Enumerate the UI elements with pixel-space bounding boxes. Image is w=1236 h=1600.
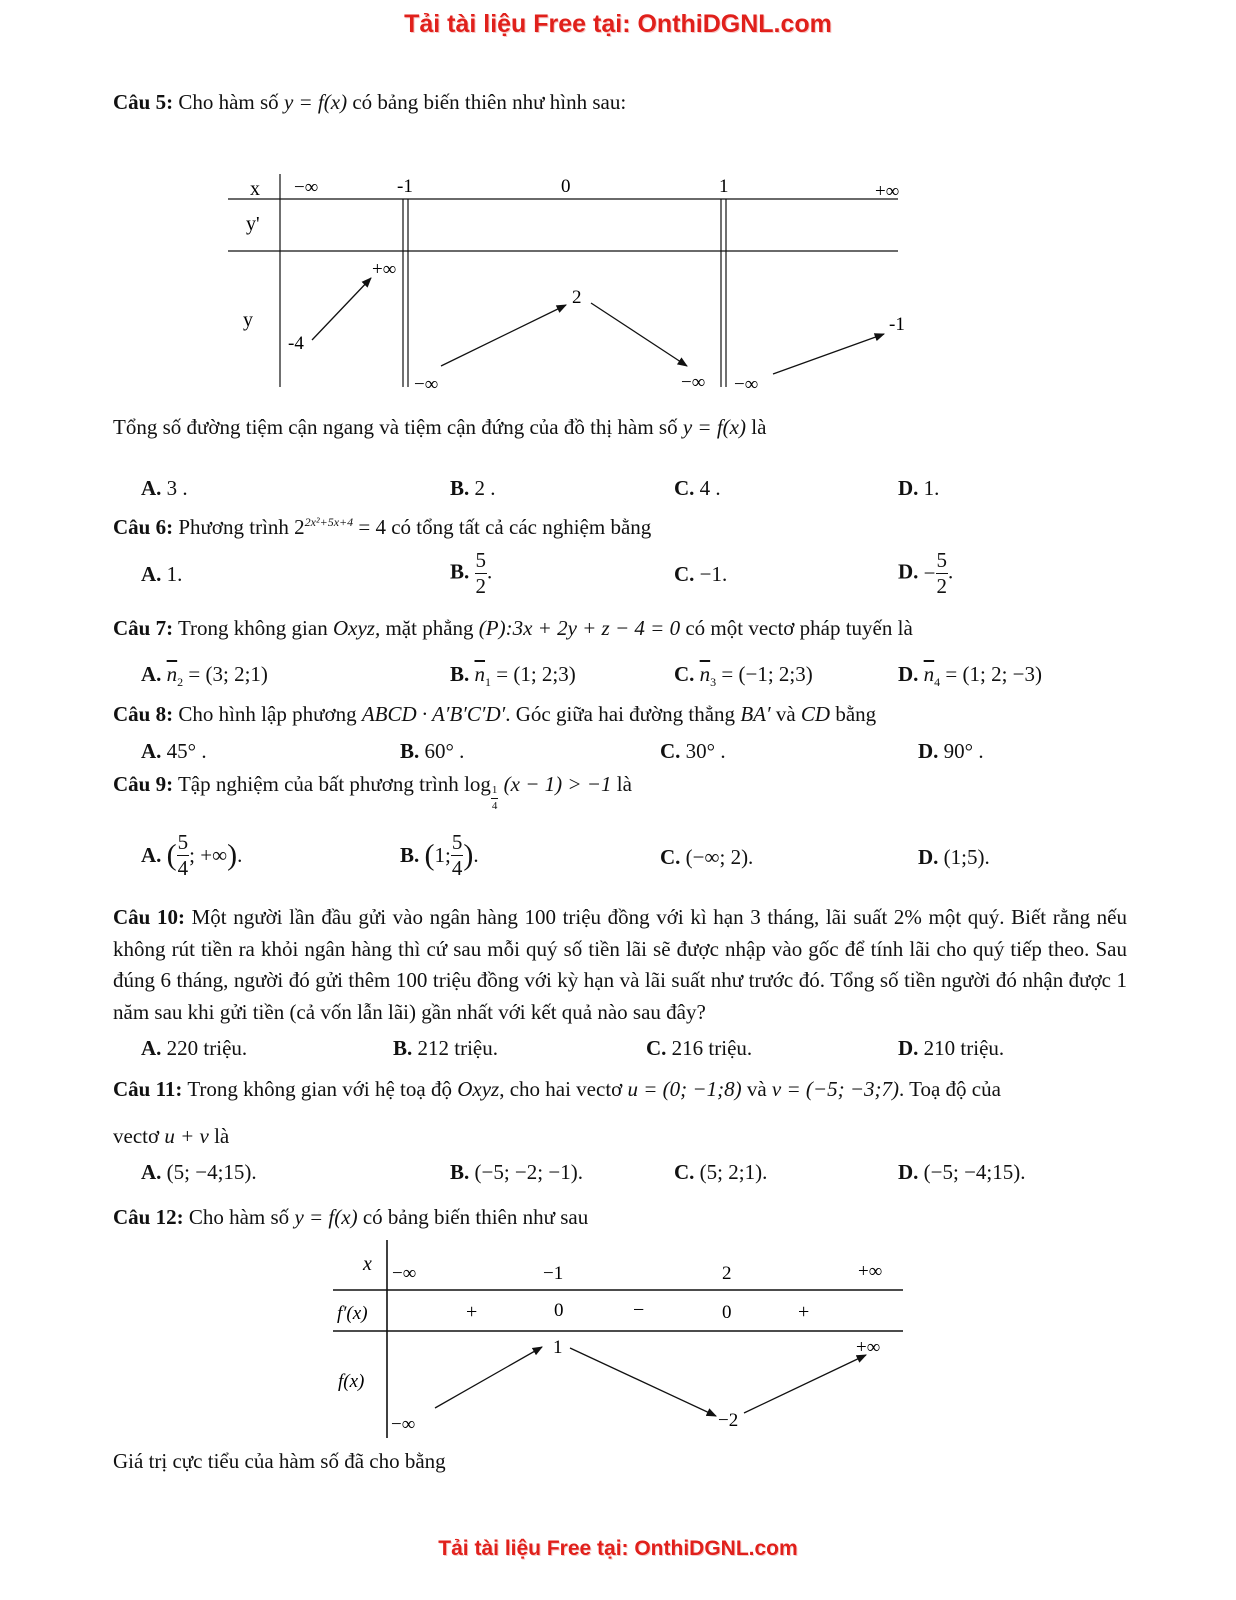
q12-x-1: −1: [543, 1263, 564, 1284]
q12-arrow-2: [570, 1348, 716, 1416]
q10-label: Câu 10:: [113, 905, 185, 929]
footer-banner[interactable]: Tải tài liệu Free tại: OnthiDGNL.com: [438, 1537, 798, 1560]
q10-option-b[interactable]: B. 212 triệu.: [393, 1036, 498, 1060]
q12-x-0: −∞: [392, 1263, 417, 1284]
q5-y-4: −∞: [681, 372, 706, 393]
q5-option-a[interactable]: A. 3 .: [141, 476, 188, 500]
q12-sign-0: +: [466, 1301, 478, 1323]
q12-arrow-3: [744, 1355, 866, 1413]
q11-label: Câu 11:: [113, 1077, 183, 1101]
q11-option-a[interactable]: A. (5; −4;15).: [141, 1160, 257, 1184]
q6-label: Câu 6:: [113, 515, 174, 539]
q6-option-b[interactable]: B. $\frac{5}{2}$ .: [450, 548, 493, 598]
q5-y-1: +∞: [372, 259, 397, 280]
q6-option-c[interactable]: C. −1.: [674, 562, 728, 586]
q7-option-a[interactable]: A. $\overline{n}_2 = (3$; 2;1): [141, 662, 268, 690]
q11-vector-sum: u + v: [164, 1124, 209, 1148]
q9-option-b[interactable]: B. (1; $\frac{5}{4}$ ).: [400, 830, 479, 880]
q11-option-c[interactable]: C. (5; 2;1).: [674, 1160, 768, 1184]
q5-arrow-4: [773, 334, 884, 374]
header-banner[interactable]: Tải tài liệu Free tại: OnthiDGNL.com: [404, 10, 832, 38]
q11-vector-u: u = (0; −1;8): [627, 1077, 742, 1101]
q5-arrow-1: [312, 278, 371, 340]
q5-y-3: 2: [572, 287, 582, 308]
q5-y-5: −∞: [734, 374, 759, 395]
q12-x-2: 2: [722, 1263, 732, 1284]
q12-f-1: 1: [553, 1337, 563, 1358]
q12-label: Câu 12:: [113, 1205, 184, 1229]
q12-question: Giá trị cực tiểu của hàm số đã cho bằng: [113, 1449, 446, 1473]
q12-row-fprime: f′(x): [337, 1303, 368, 1324]
q12-f-2: −2: [718, 1410, 739, 1431]
q9-label: Câu 9:: [113, 772, 174, 796]
q5-row-yprime: y': [246, 213, 260, 235]
q5-label: Câu 5:: [113, 90, 174, 114]
q5-y-6: -1: [889, 314, 905, 335]
q12-sign-1: 0: [554, 1300, 564, 1321]
q5-x-0: −∞: [294, 177, 319, 198]
q8-stem: Câu 8: Cho hình lập phương ABCD · A′B′C′D′. Góc giữa hai đường thẳng BA′ và CD bằng: [113, 702, 877, 726]
q5-y-0: -4: [288, 333, 304, 354]
q5-x-4: +∞: [875, 181, 900, 202]
q12-f-3: +∞: [856, 1337, 881, 1358]
q7-plane: (P):3x + 2y + z − 4 = 0: [478, 616, 681, 640]
q5-y-2: −∞: [414, 374, 439, 395]
q12-row-f: f(x): [338, 1371, 365, 1392]
q6-option-d[interactable]: D. − $\frac{5}{2}$ .: [898, 548, 954, 598]
q7-option-c[interactable]: C. $\overline{n}_3 = (-1$; 2;3): [674, 662, 813, 690]
q5-row-y: y: [243, 309, 253, 331]
q5-x-2: 0: [561, 176, 571, 197]
q12-row-x: x: [363, 1253, 372, 1275]
q11-vector-v: v = (−5; −3;7): [771, 1077, 899, 1101]
q6-equation: $2^{2x^2+5x+4} = 4$: [294, 515, 386, 539]
q12-f-0: −∞: [391, 1414, 416, 1435]
q7-label: Câu 7:: [113, 616, 174, 640]
q7-option-d[interactable]: D. $\overline{n}_4 = (1$; 2; −3): [898, 662, 1043, 690]
q8-cube: ABCD · A′B′C′D′: [361, 702, 506, 726]
q9-option-d[interactable]: D. (1;5).: [918, 845, 990, 869]
q11-option-d[interactable]: D. (−5; −4;15).: [898, 1160, 1026, 1184]
q12-sign-2: −: [633, 1299, 645, 1321]
q11-stem-line2: vectơ u + v là: [113, 1124, 230, 1148]
q8-option-d[interactable]: D. 90° .: [918, 739, 984, 763]
q12-variation-table: [0, 1240, 1236, 1450]
q6-stem: Câu 6: Phương trình $2^{2x^2+5x+4} = 4$ có tổng tất cả các nghiệm bằng: [113, 515, 652, 539]
q10-option-c[interactable]: C. 216 triệu.: [646, 1036, 753, 1060]
q12-stem: Câu 12: Cho hàm số y = f(x) có bảng biến thiên như sau: [113, 1205, 589, 1229]
q7-stem: Câu 7: Trong không gian Oxyz, mặt phẳng (P):3x + 2y + z − 4 = 0 có một vectơ pháp tuyến là: [113, 616, 913, 640]
q5-arrow-3: [591, 303, 687, 366]
q5-variation-table: [0, 0, 1236, 420]
q8-label: Câu 8:: [113, 702, 174, 726]
q5-x-3: 1: [719, 176, 729, 197]
q5-option-b[interactable]: B. 2 .: [450, 476, 496, 500]
q5-row-x: x: [250, 178, 260, 200]
q8-option-a[interactable]: A. 45° .: [141, 739, 207, 763]
q5-stem: Câu 5: Cho hàm số y = f(x) có bảng biến thiên như hình sau:: [113, 90, 627, 114]
q10-stem: Câu 10: Một người lần đầu gửi vào ngân hàng 100 triệu đồng với kì hạn 3 tháng, lãi suất 2% một quý. Biết rằng nếu không rút tiền ra khỏi ngân hàng thì cứ sau mỗi quý số tiền lãi sẽ được nhập vào gốc để tính lãi cho quý tiếp theo. Sau đúng 6 tháng, người đó gửi thêm 100 triệu đồng với kỳ hạn và lãi suất như trước đó. Tổng số tiền người đó nhận được 1 năm sau khi gửi tiền (cả vốn lẫn lãi) gần nhất với kết quả nào sau đây?: [113, 905, 1128, 1024]
q9-inequality: log $\frac{1}{4}$ (x − 1) > −1: [464, 772, 612, 812]
q12-sign-3: 0: [722, 1302, 732, 1323]
q9-option-c[interactable]: C. (−∞; 2).: [660, 845, 754, 869]
q10-option-d[interactable]: D. 210 triệu.: [898, 1036, 1005, 1060]
q10-option-a[interactable]: A. 220 triệu.: [141, 1036, 248, 1060]
q12-x-3: +∞: [858, 1261, 883, 1282]
q5-x-1: -1: [397, 176, 413, 197]
q7-option-b[interactable]: B. $\overline{n}_1 = (1$; 2;3): [450, 662, 576, 690]
q5-function: y = f(x): [283, 90, 348, 114]
q5-question: Tổng số đường tiệm cận ngang và tiệm cận đứng của đồ thị hàm số y = f(x) là: [113, 415, 767, 439]
q9-stem: Câu 9: Tập nghiệm của bất phương trình log $\frac{1}{4}$ (x − 1) > −1 là: [113, 772, 632, 812]
q5-arrow-2: [441, 305, 566, 366]
q12-sign-4: +: [798, 1301, 810, 1323]
q5-option-d[interactable]: D. 1.: [898, 476, 940, 500]
q9-option-a[interactable]: A. ( $\frac{5}{4}$ ; +∞).: [141, 830, 243, 880]
q11-stem: Câu 11: Trong không gian với hệ toạ độ Oxyz, cho hai vectơ u = (0; −1;8) và v = (−5; −3;7). Toạ độ của: [113, 1077, 1001, 1101]
q12-arrow-1: [435, 1347, 542, 1408]
q5-option-c[interactable]: C. 4 .: [674, 476, 721, 500]
q8-option-b[interactable]: B. 60° .: [400, 739, 465, 763]
q8-option-c[interactable]: C. 30° .: [660, 739, 726, 763]
q11-option-b[interactable]: B. (−5; −2; −1).: [450, 1160, 583, 1184]
q6-option-a[interactable]: A. 1.: [141, 562, 183, 586]
